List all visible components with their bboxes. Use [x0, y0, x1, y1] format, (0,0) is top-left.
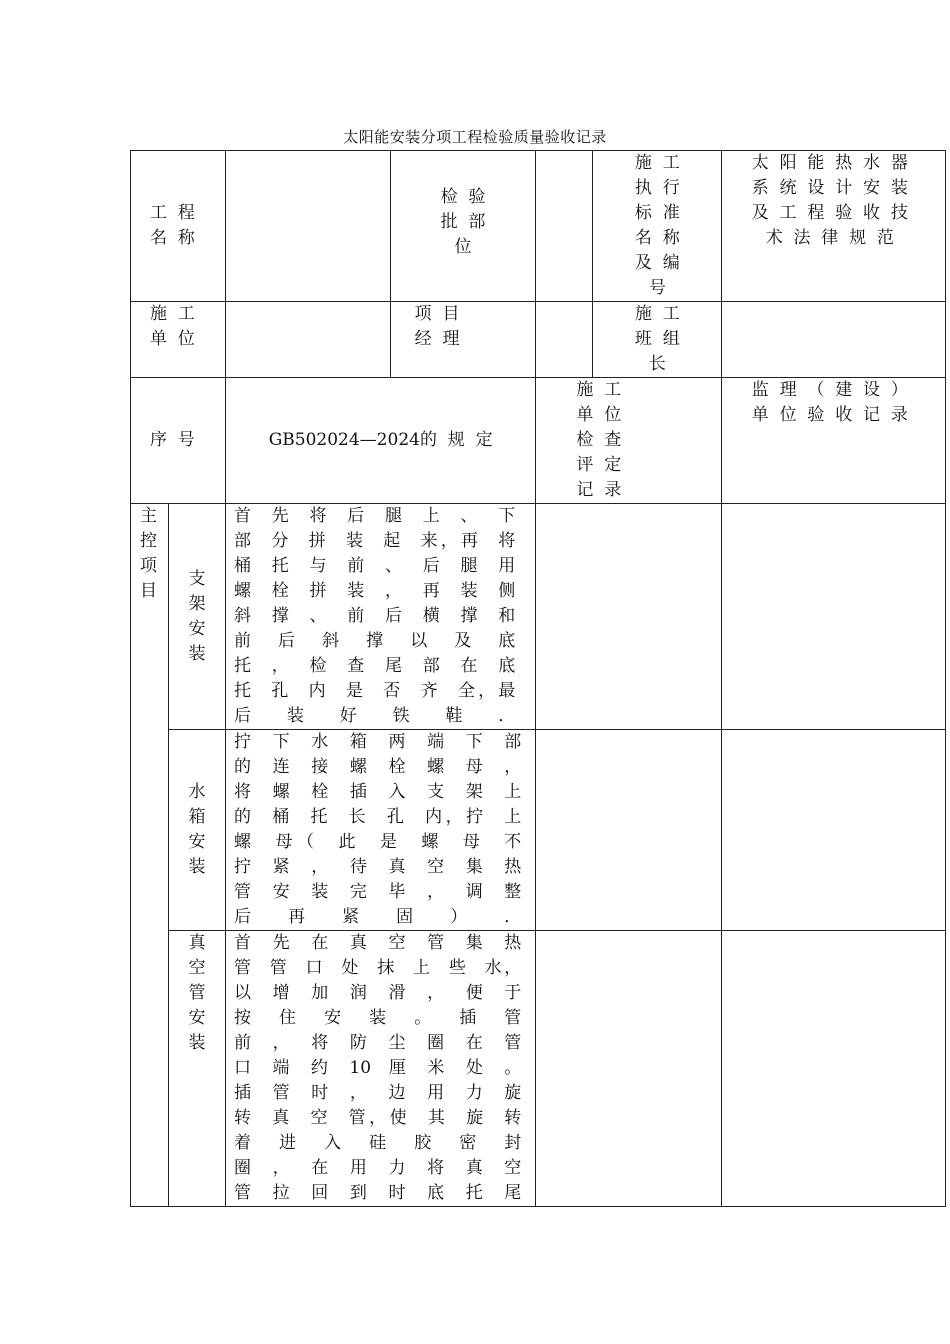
team-leader-label: 施 工 班 组 长	[634, 304, 680, 374]
item-requirement-text: 首 先 在 真 空 管 集 热 管 管 口 处 抹 上 些 水， 以 增 加 润 滑 ， 便 于 按 住 安 装 。 插 管 前 ， 将 防 尘 圈 在 管 口 端 约 10 厘 米 处 。 插 管 时 ， 边 用 力 旋 转 真 空 管，使 其 旋 转 着 进 入 硅 胶 密 封 圈 ， 在 用 力 将 真 空 管 拉 回 到 时 底 托 尾	[234, 933, 522, 1203]
item-name: 水 箱 安 装	[188, 782, 206, 877]
standard-value: 太 阳 能 热 水 器 系 统 设 计 安 装 及 工 程 验 收 技 术 法 律 规 范	[751, 153, 908, 248]
document-title: 太阳能安装分项工程检验质量验收记录	[343, 128, 607, 146]
sequence-label: 序 号	[150, 430, 195, 450]
standard-label: 施 工 执 行 标 准 名 称 及 编 号	[634, 153, 680, 298]
batch-label: 检 验 批 部 位	[440, 186, 486, 257]
project-name-label: 工 程 名 称	[150, 203, 195, 248]
item-requirement-text: 首 先 将 后 腿 上 、 下 部 分 拼 装 起 来，再 将 桶 托 与 前 、 后 腿 用 螺 栓 拼 装 ， 再 装 侧 斜 撑 、 前 后 横 撑 和 前 后 斜 撑 以 及 底 托 ， 检 查 尾 部 在 底 托 孔 内 是 否 齐 全，最 后 装 好 铁 鞋 ．	[234, 506, 516, 726]
main-control-section-label: 主 控 项 目	[140, 506, 157, 601]
supervision-record-label: 监 理 （ 建 设 ） 单 位 验 收 记 录	[751, 380, 908, 425]
item-name: 支 架 安 装	[188, 568, 206, 664]
project-manager-label: 项 目 经 理	[414, 304, 460, 349]
inspection-table	[130, 150, 946, 1207]
construction-unit-label: 施 工 单 位	[150, 304, 195, 349]
standard-rule-label: GB502024—2024的 规 定	[268, 430, 493, 450]
item-requirement-text: 拧 下 水 箱 两 端 下 部 的 连 接 螺 栓 螺 母 ， 将 螺 栓 插 入 支 架 上 的 桶 托 长 孔 内，拧 上 螺 母（ 此 是 螺 母 不 拧 紧 ， 待 真 空 集 热 管 安 装 完 毕 ， 调 整 后 再 紧 固 ） ．	[234, 732, 522, 927]
item-name: 真 空 管 安 装	[188, 933, 206, 1053]
inspection-record-label: 施 工 单 位 检 查 评 定 记 录	[576, 380, 622, 500]
